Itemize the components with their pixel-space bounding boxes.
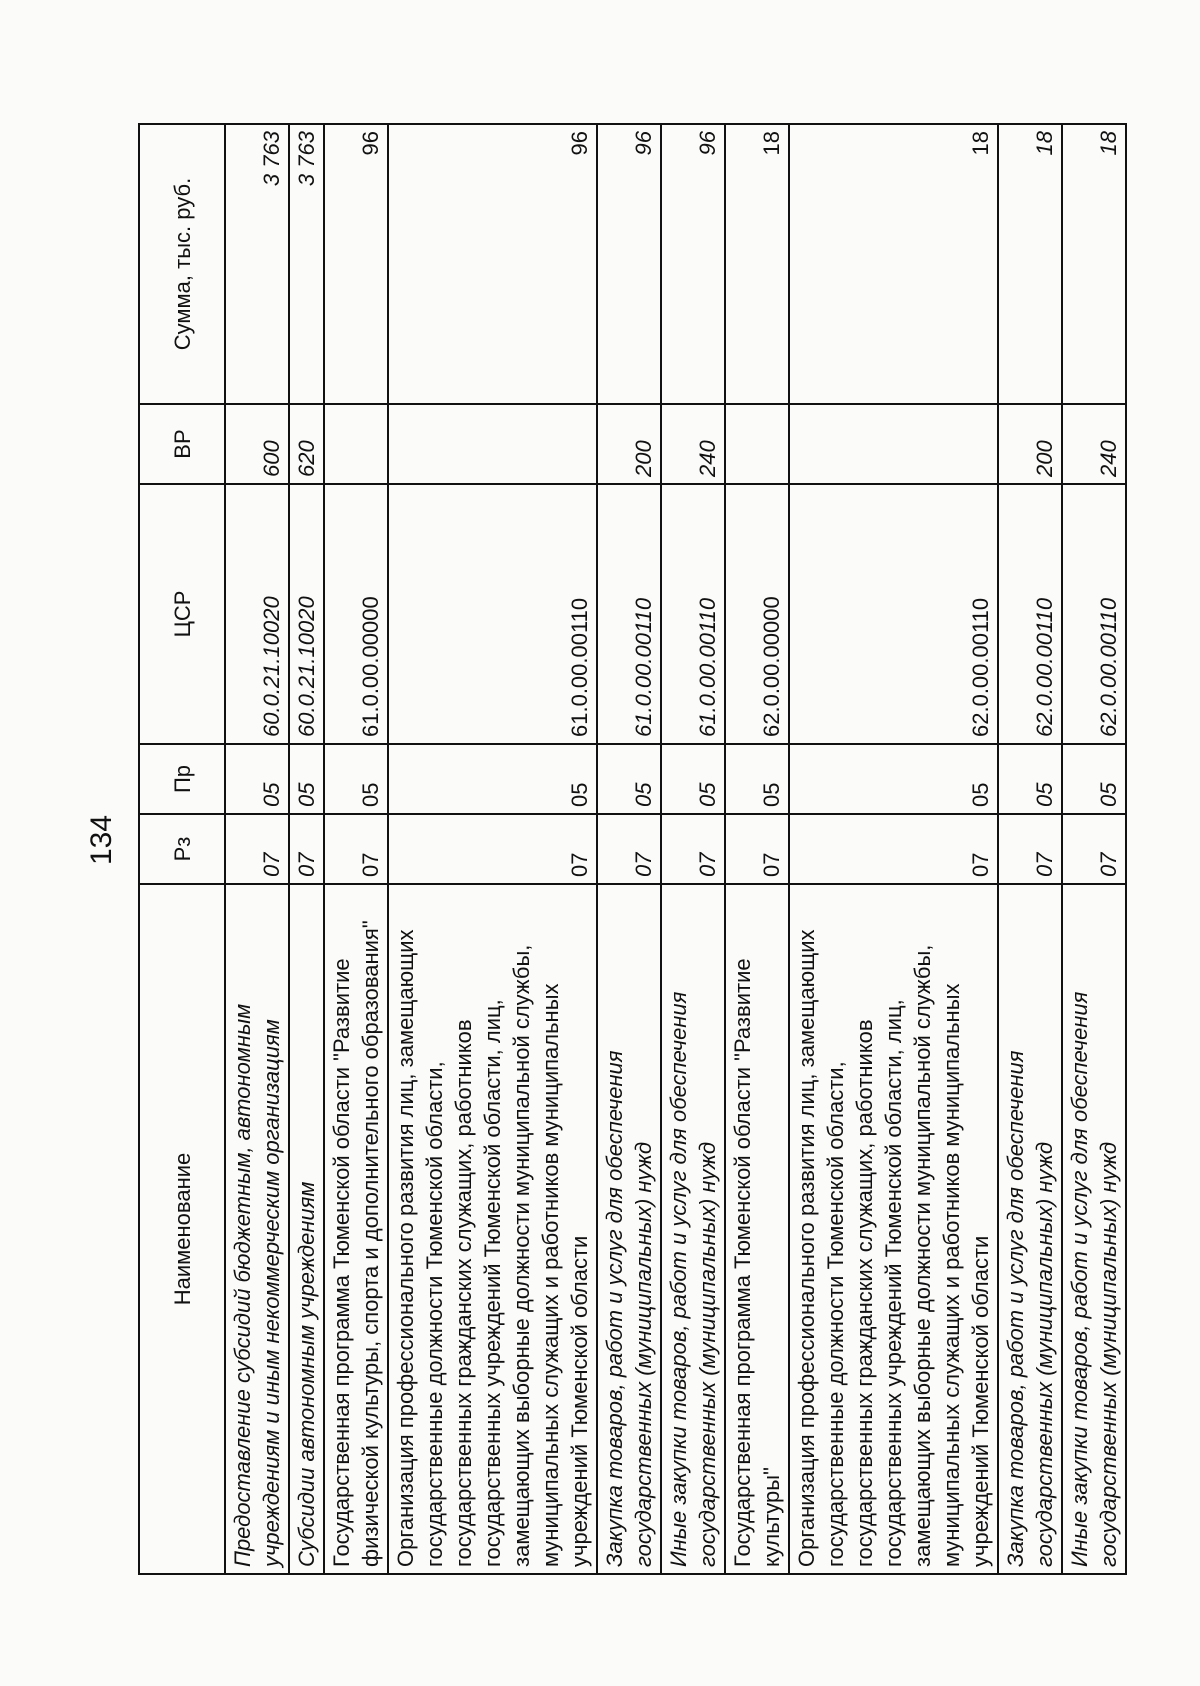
- table-row: [388, 124, 597, 1574]
- cell-sum: 18: [1062, 124, 1126, 404]
- header-vr: ВР: [139, 404, 225, 484]
- cell-sum: 96: [597, 124, 661, 404]
- cell-pr: 05: [1062, 744, 1126, 814]
- cell-rz: 07: [1062, 814, 1126, 884]
- table-row: [597, 124, 661, 1574]
- cell-name: Закупка товаров, работ и услуг для обеспечения государственных (муниципальных) нужд: [998, 884, 1062, 1574]
- cell-pr: 05: [225, 744, 289, 814]
- cell-csr: 61.0.00.00110: [597, 484, 661, 744]
- cell-pr: 05: [661, 744, 725, 814]
- cell-name: Иные закупки товаров, работ и услуг для обеспечения государственных (муниципальных) нужд: [1062, 884, 1126, 1574]
- cell-rz: 07: [789, 814, 998, 884]
- header-csr: ЦСР: [139, 484, 225, 744]
- cell-vr: 200: [597, 404, 661, 484]
- cell-name: Иные закупки товаров, работ и услуг для обеспечения государственных (муниципальных) нужд: [661, 884, 725, 1574]
- cell-vr: 620: [289, 404, 324, 484]
- rotated-table-container: [138, 125, 1121, 1575]
- cell-pr: 05: [789, 744, 998, 814]
- cell-name: Государственная программа Тюменской области "Развитие физической культуры, спорта и дополнительного образования": [324, 884, 388, 1574]
- table-row: [289, 124, 324, 1574]
- cell-pr: 05: [725, 744, 789, 814]
- table-body: [225, 124, 1126, 1574]
- cell-pr: 05: [388, 744, 597, 814]
- cell-sum: 96: [324, 124, 388, 404]
- cell-rz: 07: [324, 814, 388, 884]
- cell-sum: 18: [725, 124, 789, 404]
- cell-sum: 3 763: [289, 124, 324, 404]
- header-pr: Пр: [139, 744, 225, 814]
- cell-rz: 07: [225, 814, 289, 884]
- cell-rz: 07: [388, 814, 597, 884]
- cell-rz: 07: [998, 814, 1062, 884]
- cell-csr: 61.0.00.00000: [324, 484, 388, 744]
- cell-vr: [725, 404, 789, 484]
- cell-sum: 96: [661, 124, 725, 404]
- cell-name: Закупка товаров, работ и услуг для обеспечения государственных (муниципальных) нужд: [597, 884, 661, 1574]
- cell-sum: 3 763: [225, 124, 289, 404]
- budget-table: [138, 123, 1127, 1575]
- cell-csr: 60.0.21.10020: [289, 484, 324, 744]
- cell-csr: 61.0.00.00110: [661, 484, 725, 744]
- cell-vr: [324, 404, 388, 484]
- cell-name: Предоставление субсидий бюджетным, автономным учреждениям и иным некоммерческим организациям: [225, 884, 289, 1574]
- cell-sum: 96: [388, 124, 597, 404]
- cell-pr: 05: [289, 744, 324, 814]
- cell-sum: 18: [789, 124, 998, 404]
- cell-rz: 07: [289, 814, 324, 884]
- cell-csr: 60.0.21.10020: [225, 484, 289, 744]
- cell-csr: 62.0.00.00000: [725, 484, 789, 744]
- table-row: [725, 124, 789, 1574]
- cell-pr: 05: [324, 744, 388, 814]
- cell-name: Государственная программа Тюменской области "Развитие культуры": [725, 884, 789, 1574]
- cell-rz: 07: [725, 814, 789, 884]
- cell-csr: 61.0.00.00110: [388, 484, 597, 744]
- header-sum: Сумма, тыс. руб.: [139, 124, 225, 404]
- cell-csr: 62.0.00.00110: [998, 484, 1062, 744]
- table-row: [998, 124, 1062, 1574]
- cell-rz: 07: [661, 814, 725, 884]
- cell-rz: 07: [597, 814, 661, 884]
- table-row: [225, 124, 289, 1574]
- cell-pr: 05: [597, 744, 661, 814]
- table-row: [324, 124, 388, 1574]
- cell-vr: [388, 404, 597, 484]
- cell-name: Организация профессионального развития лиц, замещающих государственные должности Тюменской области, государственных гражданских служащих, работников государственных учреждений Тюменской области, лиц, замещающих выборные должности муниципальной службы, муниципальных служащих и работников муниципальных учреждений Тюменской области: [388, 884, 597, 1574]
- cell-vr: 240: [1062, 404, 1126, 484]
- table-row: [1062, 124, 1126, 1574]
- cell-vr: 240: [661, 404, 725, 484]
- cell-vr: 200: [998, 404, 1062, 484]
- cell-name: Организация профессионального развития лиц, замещающих государственные должности Тюменской области, государственных гражданских служащих, работников государственных учреждений Тюменской области, лиц, замещающих выборные должности муниципальной службы, муниципальных служащих и работников муниципальных учреждений Тюменской области: [789, 884, 998, 1574]
- cell-vr: [789, 404, 998, 484]
- cell-pr: 05: [998, 744, 1062, 814]
- cell-vr: 600: [225, 404, 289, 484]
- header-rz: Рз: [139, 814, 225, 884]
- page-number: 134: [85, 814, 118, 866]
- cell-sum: 18: [998, 124, 1062, 404]
- table-row: [661, 124, 725, 1574]
- cell-name: Субсидии автономным учреждениям: [289, 884, 324, 1574]
- table-header-row: [139, 124, 225, 1574]
- header-name: Наименование: [139, 884, 225, 1574]
- table-row: [789, 124, 998, 1574]
- cell-csr: 62.0.00.00110: [1062, 484, 1126, 744]
- cell-csr: 62.0.00.00110: [789, 484, 998, 744]
